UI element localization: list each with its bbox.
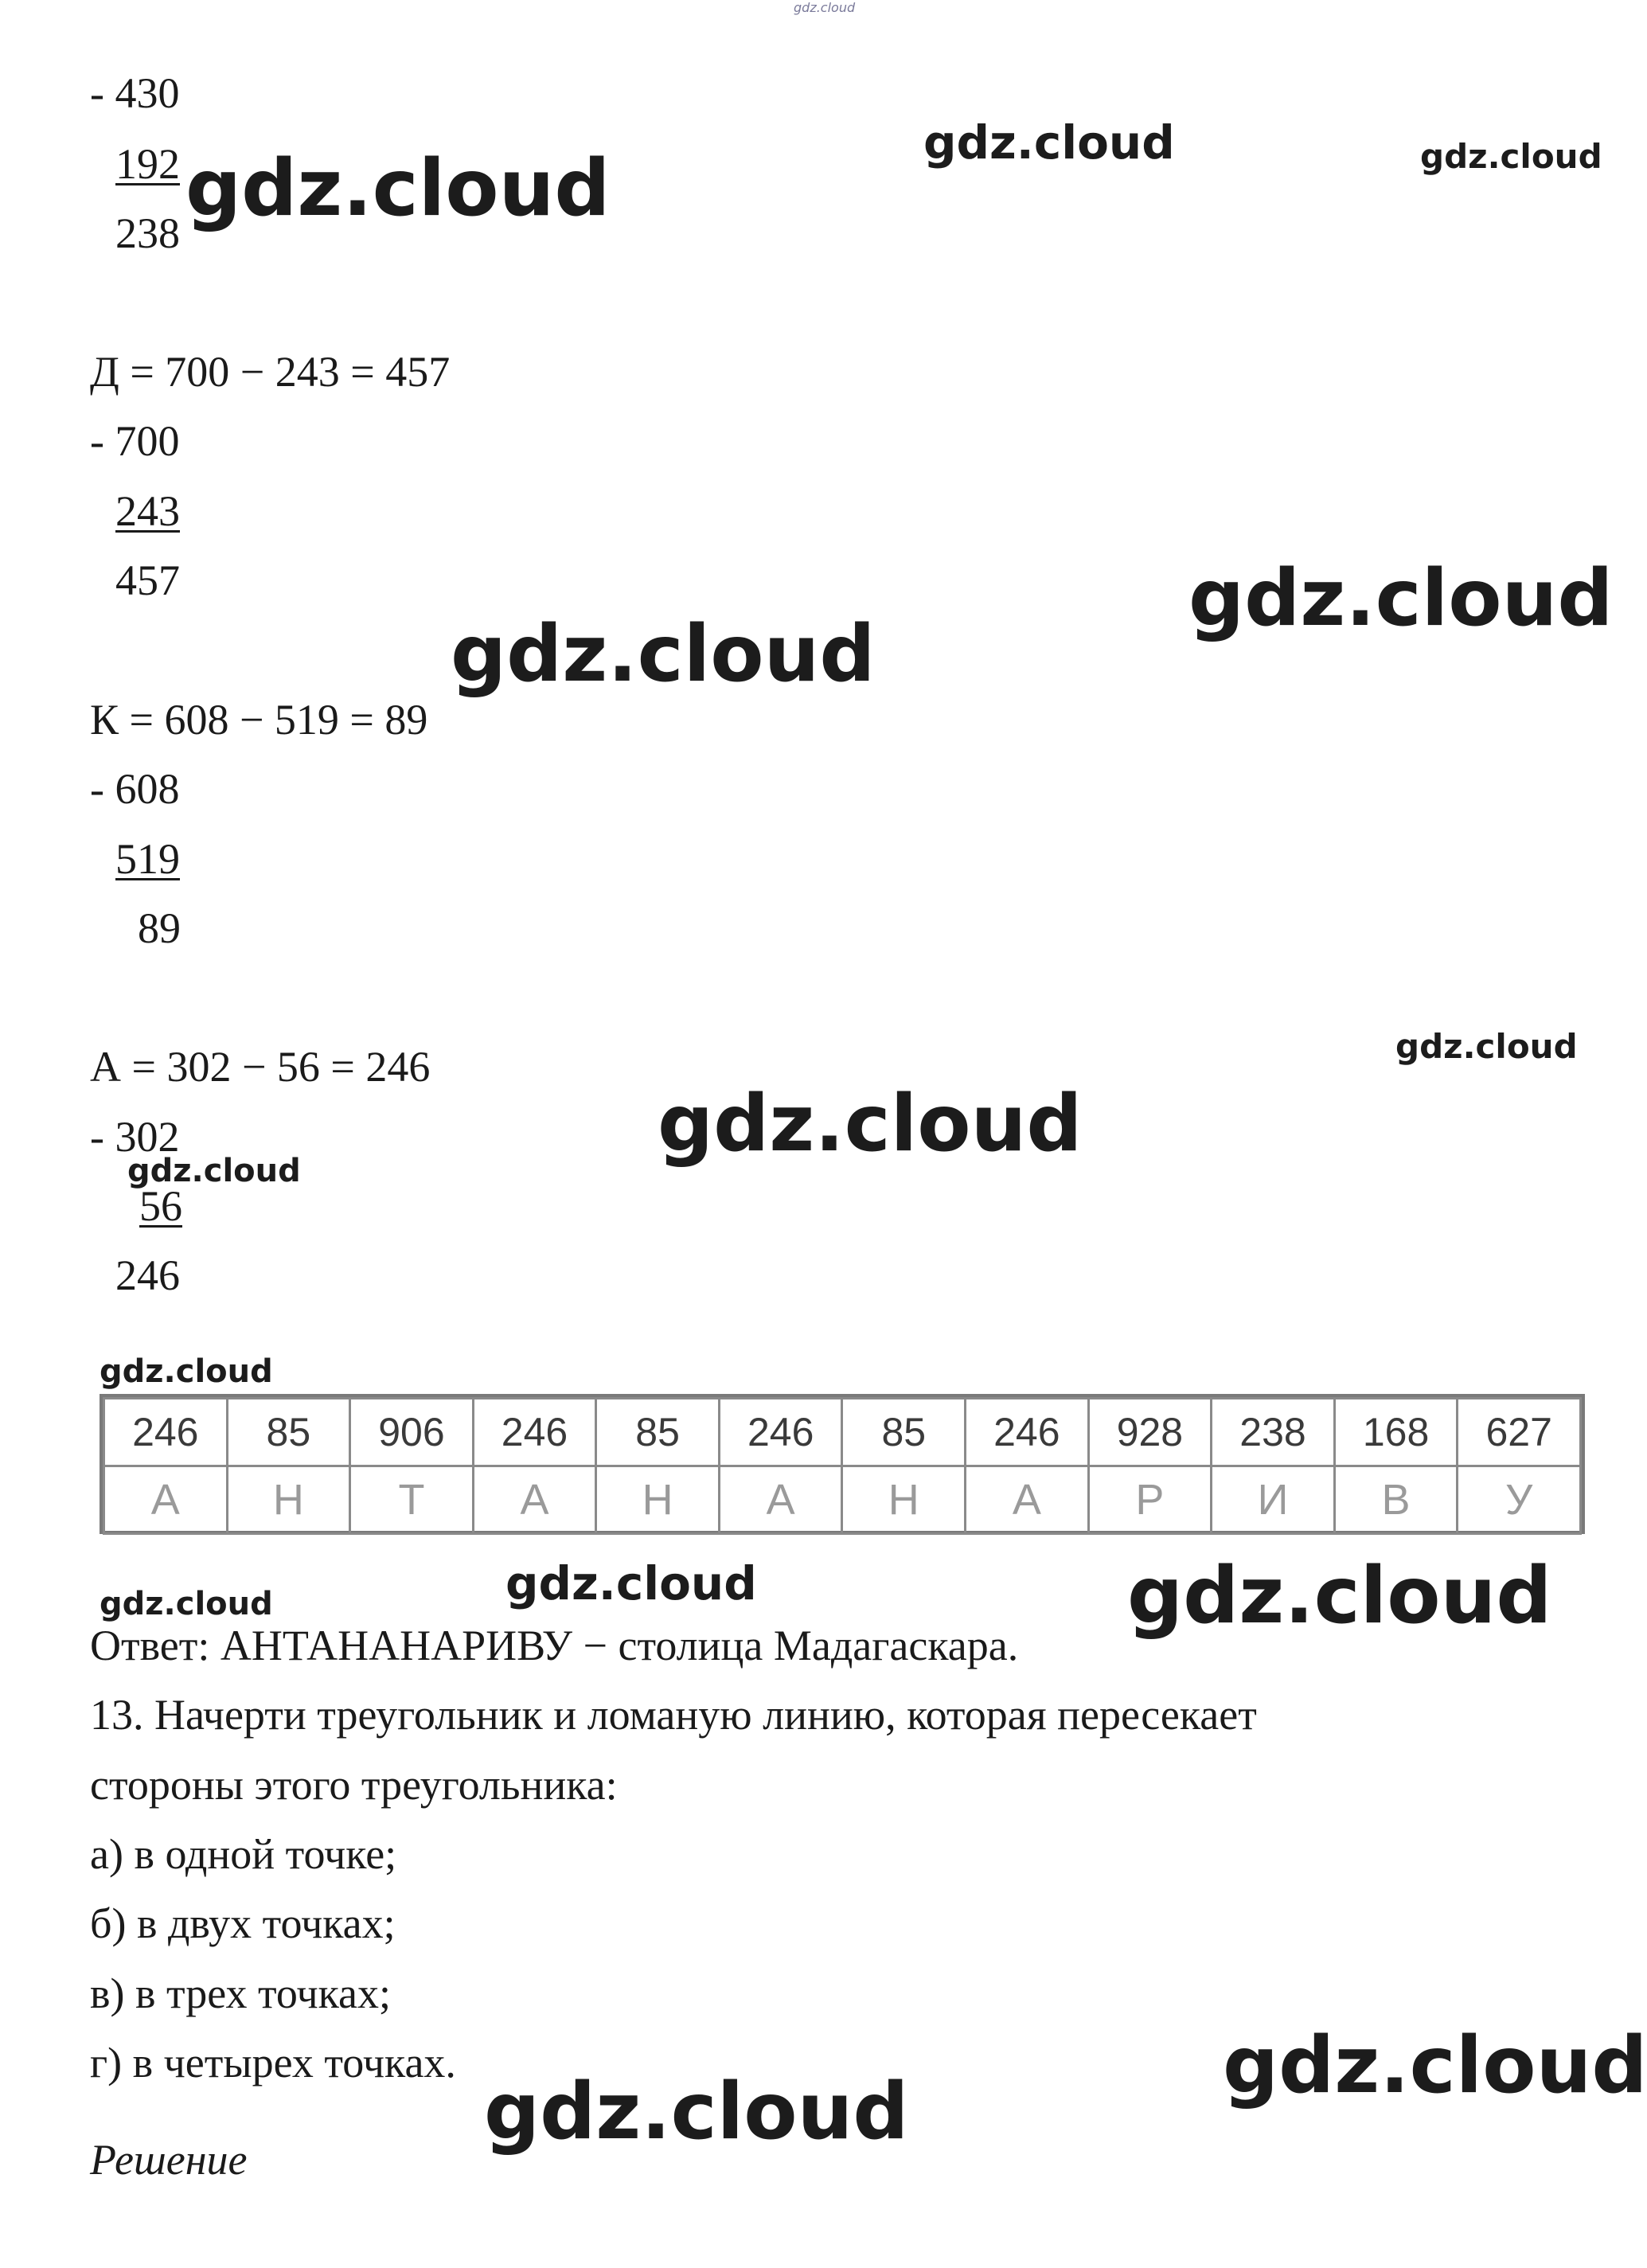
watermark: gdz.cloud [1188,553,1614,644]
watermark: gdz.cloud [484,2067,909,2157]
block4-result: 246 [115,1251,180,1299]
block4-subtrahend: 56 [139,1182,182,1230]
code-number-cell: 238 [1212,1399,1335,1466]
code-number-cell: 246 [719,1399,842,1466]
block1-result: 238 [115,209,180,257]
code-number-cell: 627 [1458,1399,1581,1466]
watermark: gdz.cloud [505,1556,757,1610]
watermark: gdz.cloud [1223,2020,1647,2111]
code-letter-cell: У [1458,1466,1581,1534]
code-letter-cell: А [719,1466,842,1534]
solution-label: Решение [90,2136,248,2184]
block3-subtrahend: 519 [115,835,180,883]
watermark: gdz.cloud [451,609,876,700]
watermark: gdz.cloud [127,1153,301,1189]
watermark: gdz.cloud [923,115,1175,170]
block2-equation: Д = 700 − 243 = 457 [90,348,451,396]
code-table [100,1394,1585,1534]
watermark: gdz.cloud [100,1353,273,1390]
code-letter-cell: Т [350,1466,474,1534]
code-number-cell: 85 [596,1399,720,1466]
block3-result: 89 [138,904,181,952]
code-number-cell: 85 [842,1399,966,1466]
watermark: gdz.cloud [100,1586,273,1622]
task13-option-b: б) в двух точках; [90,1899,396,1947]
code-number-cell: 246 [104,1399,228,1466]
block3-equation: К = 608 − 519 = 89 [90,696,428,744]
block4-minuend: - 302 [90,1113,180,1161]
code-letter-cell: Н [227,1466,350,1534]
block4-equation: А = 302 − 56 = 246 [90,1043,431,1091]
watermark: gdz.cloud [1420,137,1602,176]
block2-minuend: - 700 [90,417,180,465]
task13-option-a: а) в одной точке; [90,1830,397,1878]
code-letter-cell: В [1334,1466,1458,1534]
watermark: gdz.cloud [185,143,611,234]
code-number-cell: 246 [966,1399,1089,1466]
code-letter-cell: Р [1088,1466,1212,1534]
code-number-cell: 85 [227,1399,350,1466]
code-letter-cell: А [966,1466,1089,1534]
watermark: gdz.cloud [1127,1551,1552,1641]
code-number-cell: 906 [350,1399,474,1466]
task13-option-c: в) в трех точках; [90,1969,392,2017]
watermark: gdz.cloud [658,1079,1083,1169]
code-letter-cell: А [473,1466,596,1534]
code-letter-cell: Н [596,1466,720,1534]
task13-option-d: г) в четырех точках. [90,2039,456,2086]
code-letter-cell: А [104,1466,228,1534]
code-letter-cell: И [1212,1466,1335,1534]
block2-result: 457 [115,556,180,604]
block1-minuend: - 430 [90,69,180,117]
watermark: gdz.cloud [1395,1027,1578,1066]
code-letter-cell: Н [842,1466,966,1534]
code-number-cell: 928 [1088,1399,1212,1466]
code-number-cell: 246 [473,1399,596,1466]
header-watermark: gdz.cloud [794,0,856,15]
block2-subtrahend: 243 [115,487,180,535]
code-table-letters-row [104,1466,1581,1534]
answer-text: Ответ: АНТАНАНАРИВУ − столица Мадагаскара. [90,1622,1019,1669]
code-table-numbers-row [104,1399,1581,1466]
task13-line2: стороны этого треугольника: [90,1761,618,1809]
block1-subtrahend: 192 [115,140,180,188]
task13-line1: 13. Начерти треугольник и ломаную линию, которая пересекает [90,1691,1257,1739]
code-number-cell: 168 [1334,1399,1458,1466]
code-table-grid [103,1397,1582,1535]
block3-minuend: - 608 [90,765,180,813]
